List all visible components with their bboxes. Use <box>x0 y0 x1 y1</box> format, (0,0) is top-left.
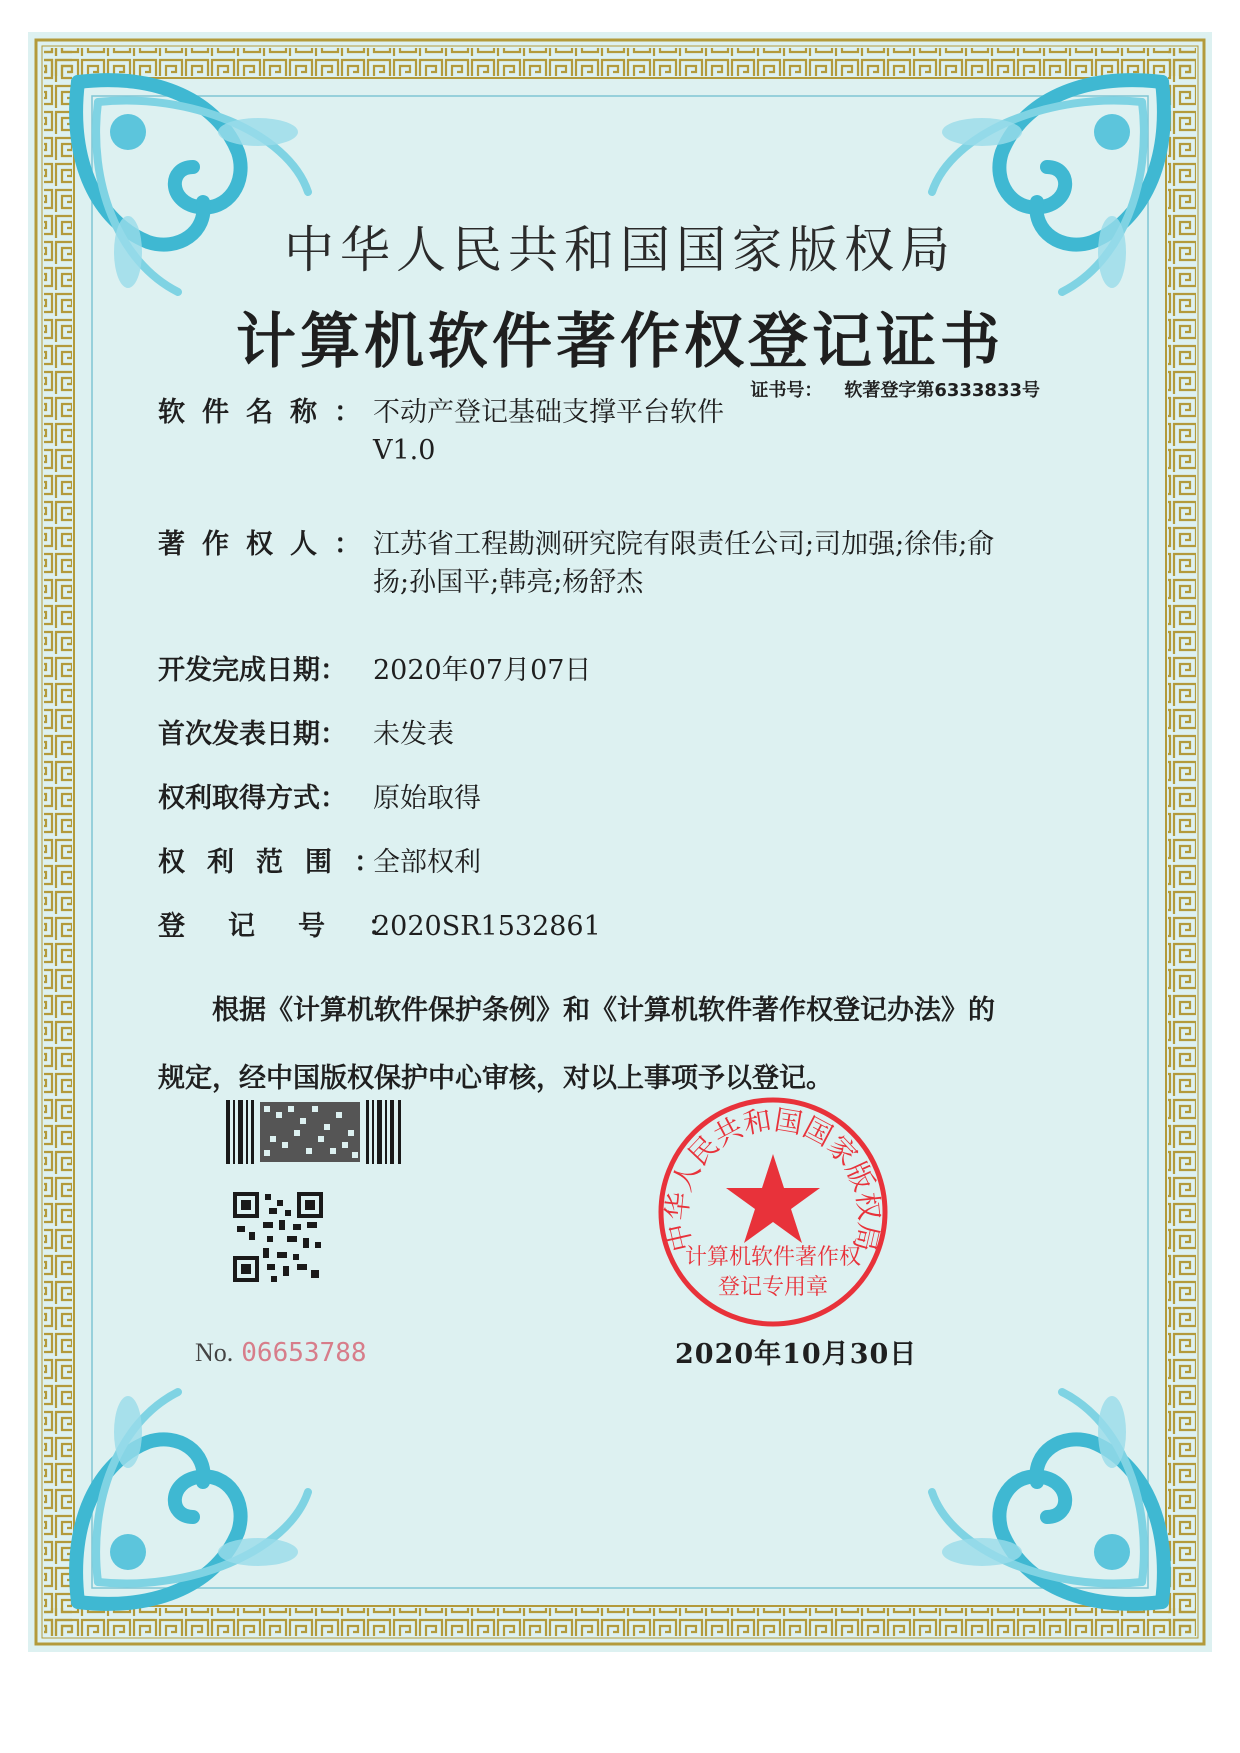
software-name-line1: 不动产登记基础支撑平台软件 <box>373 397 724 428</box>
field-label: 软件名称： <box>158 397 378 428</box>
copyright-owner-line1: 江苏省工程勘测研究院有限责任公司;司加强;徐伟;俞 <box>373 529 995 560</box>
field-label: 登记号： <box>158 911 438 942</box>
barcode-image <box>224 1100 404 1164</box>
corner-ornament-bottom-right <box>922 1382 1172 1612</box>
field-label: 权利取得方式： <box>158 783 347 814</box>
field-label: 著作权人： <box>158 529 378 560</box>
field-value <box>373 526 1073 602</box>
serial-prefix: No. <box>195 1338 234 1367</box>
certificate-number-value: 软著登字第6333833号 <box>844 380 1040 401</box>
field-value: 原始取得 <box>373 783 481 814</box>
statement-line2: 规定，经中国版权保护中心审核，对以上事项予以登记。 <box>158 1063 833 1094</box>
certificate-number-label: 证书号： <box>750 380 823 401</box>
seal-star-icon <box>726 1154 820 1243</box>
official-seal <box>653 1092 893 1332</box>
seal-outer-text: 中华人民共和国国家版权局 <box>660 1103 886 1255</box>
software-name-line2: V1.0 <box>373 435 436 466</box>
seal-inner-line1: 计算机软件著作权 <box>684 1245 862 1270</box>
field-value: 2020年07月07日 <box>373 655 592 686</box>
serial-number <box>195 1338 367 1368</box>
seal-inner-line2: 登记专用章 <box>717 1275 829 1300</box>
field-label: 权利范围： <box>158 847 403 878</box>
field-value: 全部权利 <box>373 847 481 878</box>
issuing-agency: 中华人民共和国国家版权局 <box>284 221 956 279</box>
field-value: 2020SR1532861 <box>373 911 601 942</box>
field-value <box>373 394 1073 470</box>
field-label: 开发完成日期： <box>158 655 347 686</box>
serial-value: 06653788 <box>241 1338 367 1368</box>
copyright-owner-line2: 扬;孙国平;韩亮;杨舒杰 <box>373 567 644 598</box>
certificate-title: 计算机软件著作权登记证书 <box>236 307 1004 377</box>
field-value: 未发表 <box>373 719 454 750</box>
field-label: 首次发表日期： <box>158 719 347 750</box>
statement-line1: 根据《计算机软件保护条例》和《计算机软件著作权登记办法》的 <box>212 995 995 1026</box>
qr-code-image <box>233 1192 323 1282</box>
certificate-sheet <box>28 32 1212 1652</box>
corner-ornament-bottom-left <box>68 1382 318 1612</box>
issue-date: 2020年10月30日 <box>675 1339 918 1370</box>
